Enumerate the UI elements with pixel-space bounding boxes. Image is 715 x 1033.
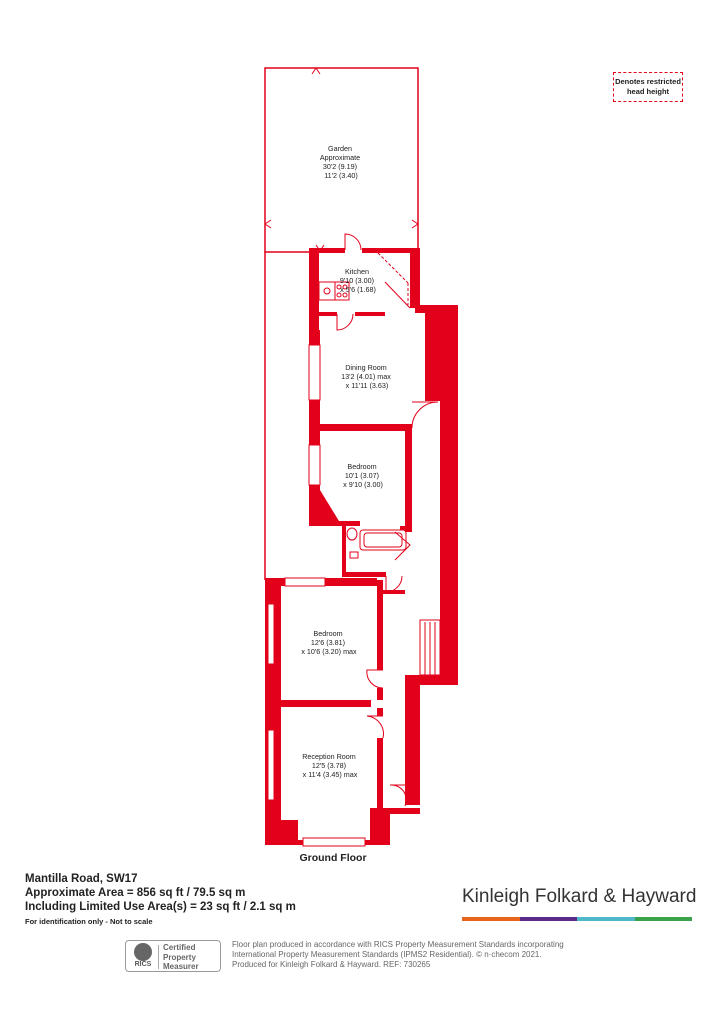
rics-badge (125, 940, 221, 972)
brand-bar-green (635, 917, 693, 921)
rics-line-3: Measurer (163, 962, 199, 971)
bedroom-2-label: Bedroom 12'6 (3.81) x 10'6 (3.20) max (301, 629, 357, 656)
legend-line-1: Denotes restricted (615, 77, 681, 86)
brand-bar-orange (462, 917, 520, 921)
restricted-height-legend (613, 72, 683, 102)
brand-color-bars (462, 917, 692, 921)
disclaimer-line-1: Floor plan produced in accordance with RICS Property Measurement Standards incorporating (232, 940, 564, 949)
restricted-head-height (378, 253, 408, 305)
floor-label: Ground Floor (299, 852, 367, 864)
disclaimer (232, 940, 564, 970)
address: Mantilla Road, SW17 (25, 873, 138, 885)
rics-logo-icon (130, 943, 156, 969)
door-swings (337, 234, 438, 806)
property-info (25, 872, 296, 929)
disclaimer-line-2: International Property Measurement Standards (IPMS2 Residential). © n·checom 2021. (232, 950, 542, 959)
walls (265, 248, 458, 845)
brand-bar-purple (520, 917, 578, 921)
brand-bar-teal (577, 917, 635, 921)
kitchen-label: Kitchen 9'10 (3.00) x 5'6 (1.68) (339, 267, 376, 294)
rics-badge-text (163, 943, 199, 972)
approx-area: Approximate Area = 856 sq ft / 79.5 sq m (25, 887, 246, 899)
rics-logo-text: RICS (134, 961, 152, 968)
legend-line-2: head height (626, 87, 670, 96)
dining-room-label: Dining Room 13'2 (4.01) max x 11'11 (3.63) (341, 363, 391, 390)
reception-room-label: Reception Room 12'5 (3.78) x 11'4 (3.45) max (302, 752, 358, 779)
garden-label: Garden Approximate 30'2 (9.19) 11'2 (3.40) (319, 144, 361, 180)
rics-line-1: Certified (163, 943, 196, 952)
bedroom-1-label: Bedroom 10'1 (3.07) x 9'10 (3.00) (343, 462, 383, 489)
limited-use-area: Including Limited Use Area(s) = 23 sq ft / 2.1 sq m (25, 901, 296, 913)
rics-line-2: Property (163, 952, 196, 962)
disclaimer-line-3: Produced for Kinleigh Folkard & Hayward. REF: 730265 (232, 960, 431, 969)
identification-note: For identification only - Not to scale (25, 917, 153, 926)
brand-name: Kinleigh Folkard & Hayward (462, 886, 697, 907)
